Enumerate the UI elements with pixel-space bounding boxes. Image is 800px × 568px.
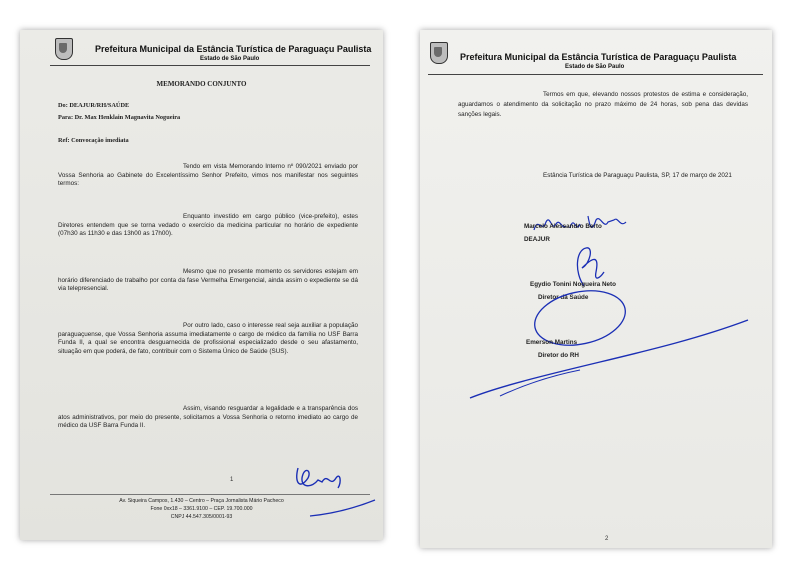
memo-paragraph-1: Tendo em vista Memorando Interno nº 090/2021 enviado por Vossa Senhoria ao Gabinete do Excelentíssimo Senhor Prefeito, vimos nos manifestar nos seguintes termos: <box>58 163 358 188</box>
signatory-1-name: Marcelo Alessandro Berto <box>524 223 602 230</box>
memo-ref: Ref: Convocação imediata <box>58 137 129 144</box>
place-date: Estância Turística de Paraguaçu Paulista, SP, 17 de março de 2021 <box>543 172 732 179</box>
memo-paragraph-3: Mesmo que no presente momento os servidores estejam em horário diferenciado de trabalho por conta da fase Vermelha Emergencial, ainda assim o expediente se dá via telepresencial. <box>58 268 358 293</box>
footer-phone: Fone 0xx18 – 3361.9100 – CEP. 19.700.000 <box>150 506 253 512</box>
footer-cnpj: CNPJ 44.547.305/0001-93 <box>170 514 233 520</box>
coat-of-arms-icon <box>430 42 448 64</box>
header-rule <box>428 74 763 75</box>
signatory-2-role: Diretor da Saúde <box>538 294 589 301</box>
memo-paragraph-2: Enquanto investido em cargo público (vice-prefeito), estes Diretores entendem que se torna vedado o exercício da medicina particular no horário de expediente (07h30 as 11h30 e das 13h00 as 17h00). <box>58 213 358 238</box>
header-title: Prefeitura Municipal da Estância Turística de Paraguaçu Paulista <box>460 52 737 62</box>
closing-paragraph: Termos em que, elevando nossos protestos de estima e consideração, aguardamos o atendimento da solicitação no prazo máximo de 24 horas, sob pena das devidas sanções legais. <box>458 91 748 118</box>
signatory-2-name: Egydio Tonini Nogueira Neto <box>530 281 616 288</box>
header-rule <box>50 65 370 66</box>
coat-of-arms-icon <box>55 38 73 60</box>
signatory-3-name: Emerson Martins <box>526 339 578 346</box>
signatory-1-role: DEAJUR <box>524 236 550 243</box>
memo-paragraph-4: Por outro lado, caso o interesse real seja auxiliar a população paraguaçuense, que Vossa Senhoria assuma imediatamente o cargo de médico da família no USF Barra Funda II, a qual se encontra desguarnecida de profissional especializado desde o seu afastamento, situação em que poderá, de fato, contribuir com o Sistema Único de Saúde (SUS). <box>58 322 358 355</box>
memo-paragraph-5: Assim, visando resguardar a legalidade e a transparência dos atos administrativos, por meio do presente, solicitamos a Vossa Senhoria o retorno imediato ao cargo de médico da USF Barra Funda II. <box>58 405 358 430</box>
header-subtitle: Estado de São Paulo <box>565 64 625 70</box>
memo-page-2 <box>420 30 772 548</box>
memo-title: MEMORANDO CONJUNTO <box>156 80 247 88</box>
signatory-3-role: Diretor do RH <box>538 352 579 359</box>
memo-to: Para: Dr. Max Henklain Magnavita Nogueira <box>58 114 181 121</box>
header-subtitle: Estado de São Paulo <box>200 56 260 62</box>
memo-from: Do: DEAJUR/RH/SAÚDE <box>58 102 130 109</box>
footer-rule <box>50 494 370 495</box>
footer-address: Av. Siqueira Campos, 1.430 – Centro – Praça Jornalista Mário Pacheco <box>119 498 284 504</box>
header-title: Prefeitura Municipal da Estância Turística de Paraguaçu Paulista <box>95 44 372 54</box>
page-number: 1 <box>230 477 234 483</box>
page-number: 2 <box>605 536 609 542</box>
memo-page-1 <box>20 30 383 540</box>
signature-martins <box>460 278 750 403</box>
